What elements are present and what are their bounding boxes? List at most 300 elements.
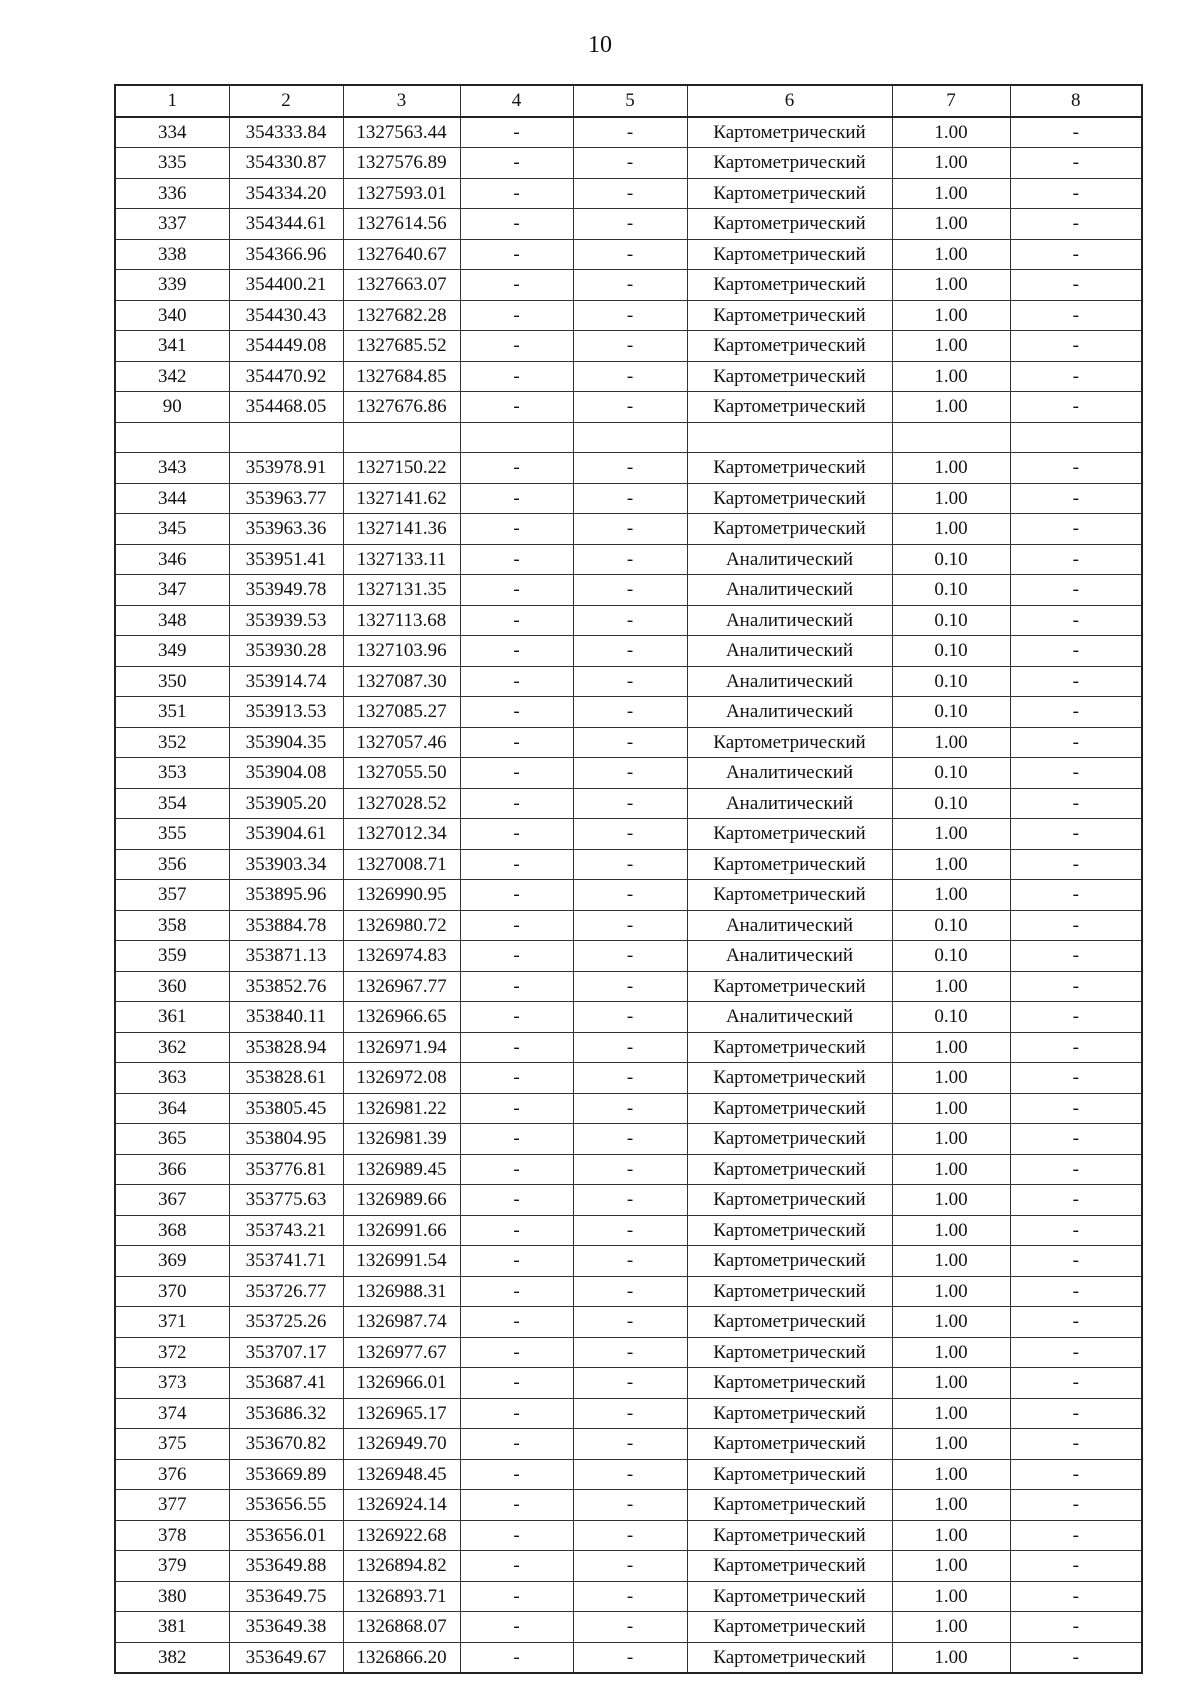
method-cell: Аналитический — [687, 605, 892, 636]
table-row — [115, 148, 1142, 179]
point-number-cell: 361 — [115, 1002, 229, 1033]
method-cell: Аналитический — [687, 697, 892, 728]
accuracy-cell: 1.00 — [892, 117, 1010, 148]
col8-cell: - — [1010, 1581, 1142, 1612]
x-coordinate-cell: 354430.43 — [229, 300, 343, 331]
x-coordinate-cell: 353930.28 — [229, 636, 343, 667]
col8-cell: - — [1010, 544, 1142, 575]
method-cell: Картометрический — [687, 1337, 892, 1368]
coordinates-table — [114, 84, 1143, 1674]
point-number-cell: 348 — [115, 605, 229, 636]
accuracy-cell — [892, 422, 1010, 453]
x-coordinate-cell: 353939.53 — [229, 605, 343, 636]
x-coordinate-cell: 353884.78 — [229, 910, 343, 941]
x-coordinate-cell: 353686.32 — [229, 1398, 343, 1429]
method-cell: Картометрический — [687, 392, 892, 423]
column-header: 6 — [687, 85, 892, 117]
table-row — [115, 758, 1142, 789]
col8-cell: - — [1010, 1551, 1142, 1582]
method-cell: Картометрический — [687, 1063, 892, 1094]
y-coordinate-cell: 1327103.96 — [343, 636, 460, 667]
method-cell: Картометрический — [687, 849, 892, 880]
col5-cell: - — [573, 971, 687, 1002]
accuracy-cell: 1.00 — [892, 1551, 1010, 1582]
col4-cell: - — [460, 1429, 573, 1460]
point-number-cell: 346 — [115, 544, 229, 575]
method-cell: Картометрический — [687, 727, 892, 758]
point-number-cell: 370 — [115, 1276, 229, 1307]
table-row — [115, 178, 1142, 209]
col4-cell: - — [460, 1520, 573, 1551]
table-row — [115, 453, 1142, 484]
col5-cell: - — [573, 1520, 687, 1551]
col5-cell: - — [573, 758, 687, 789]
table-row — [115, 788, 1142, 819]
table-row — [115, 819, 1142, 850]
point-number-cell: 354 — [115, 788, 229, 819]
accuracy-cell: 1.00 — [892, 1368, 1010, 1399]
y-coordinate-cell: 1327684.85 — [343, 361, 460, 392]
x-coordinate-cell: 354333.84 — [229, 117, 343, 148]
y-coordinate-cell: 1327593.01 — [343, 178, 460, 209]
col4-cell: - — [460, 1154, 573, 1185]
point-number-cell: 343 — [115, 453, 229, 484]
method-cell: Картометрический — [687, 1581, 892, 1612]
y-coordinate-cell: 1326922.68 — [343, 1520, 460, 1551]
col5-cell: - — [573, 1032, 687, 1063]
col8-cell: - — [1010, 1337, 1142, 1368]
col5-cell: - — [573, 1551, 687, 1582]
col8-cell: - — [1010, 1032, 1142, 1063]
table-row — [115, 1551, 1142, 1582]
col4-cell: - — [460, 1246, 573, 1277]
point-number-cell: 352 — [115, 727, 229, 758]
point-number-cell: 376 — [115, 1459, 229, 1490]
y-coordinate-cell: 1326949.70 — [343, 1429, 460, 1460]
point-number-cell: 377 — [115, 1490, 229, 1521]
table-row — [115, 300, 1142, 331]
col5-cell: - — [573, 178, 687, 209]
col4-cell: - — [460, 819, 573, 850]
point-number-cell: 345 — [115, 514, 229, 545]
point-number-cell: 351 — [115, 697, 229, 728]
y-coordinate-cell: 1327133.11 — [343, 544, 460, 575]
method-cell: Картометрический — [687, 1276, 892, 1307]
col4-cell: - — [460, 1185, 573, 1216]
accuracy-cell: 1.00 — [892, 849, 1010, 880]
col5-cell: - — [573, 453, 687, 484]
accuracy-cell: 0.10 — [892, 697, 1010, 728]
table-row — [115, 697, 1142, 728]
y-coordinate-cell: 1326977.67 — [343, 1337, 460, 1368]
col8-cell: - — [1010, 941, 1142, 972]
table-row — [115, 849, 1142, 880]
x-coordinate-cell: 353913.53 — [229, 697, 343, 728]
point-number-cell: 341 — [115, 331, 229, 362]
x-coordinate-cell: 353903.34 — [229, 849, 343, 880]
table-row — [115, 1581, 1142, 1612]
y-coordinate-cell: 1326967.77 — [343, 971, 460, 1002]
y-coordinate-cell: 1326980.72 — [343, 910, 460, 941]
point-number-cell: 362 — [115, 1032, 229, 1063]
point-number-cell: 353 — [115, 758, 229, 789]
x-coordinate-cell: 353963.77 — [229, 483, 343, 514]
table-row — [115, 575, 1142, 606]
column-header: 4 — [460, 85, 573, 117]
y-coordinate-cell: 1326924.14 — [343, 1490, 460, 1521]
col5-cell: - — [573, 148, 687, 179]
table-row — [115, 1368, 1142, 1399]
accuracy-cell: 1.00 — [892, 880, 1010, 911]
point-number-cell: 365 — [115, 1124, 229, 1155]
accuracy-cell: 1.00 — [892, 209, 1010, 240]
point-number-cell: 90 — [115, 392, 229, 423]
col5-cell: - — [573, 209, 687, 240]
col4-cell: - — [460, 1032, 573, 1063]
col5-cell: - — [573, 819, 687, 850]
accuracy-cell: 0.10 — [892, 941, 1010, 972]
col4-cell: - — [460, 1307, 573, 1338]
y-coordinate-cell: 1327055.50 — [343, 758, 460, 789]
x-coordinate-cell: 353743.21 — [229, 1215, 343, 1246]
col5-cell: - — [573, 1612, 687, 1643]
col8-cell: - — [1010, 1368, 1142, 1399]
method-cell: Аналитический — [687, 910, 892, 941]
col4-cell: - — [460, 1368, 573, 1399]
y-coordinate-cell: 1326966.01 — [343, 1368, 460, 1399]
accuracy-cell: 0.10 — [892, 910, 1010, 941]
y-coordinate-cell: 1326987.74 — [343, 1307, 460, 1338]
point-number-cell: 355 — [115, 819, 229, 850]
table-row — [115, 392, 1142, 423]
y-coordinate-cell: 1326965.17 — [343, 1398, 460, 1429]
x-coordinate-cell: 353656.55 — [229, 1490, 343, 1521]
accuracy-cell: 1.00 — [892, 1612, 1010, 1643]
accuracy-cell: 1.00 — [892, 1459, 1010, 1490]
y-coordinate-cell: 1326971.94 — [343, 1032, 460, 1063]
col4-cell: - — [460, 849, 573, 880]
col8-cell: - — [1010, 636, 1142, 667]
method-cell: Аналитический — [687, 544, 892, 575]
col5-cell: - — [573, 1581, 687, 1612]
point-number-cell: 344 — [115, 483, 229, 514]
table-row — [115, 1063, 1142, 1094]
method-cell: Картометрический — [687, 148, 892, 179]
col5-cell: - — [573, 331, 687, 362]
col8-cell: - — [1010, 1093, 1142, 1124]
method-cell: Картометрический — [687, 1551, 892, 1582]
table-row — [115, 1215, 1142, 1246]
accuracy-cell: 1.00 — [892, 483, 1010, 514]
col4-cell: - — [460, 666, 573, 697]
col8-cell: - — [1010, 1429, 1142, 1460]
method-cell: Картометрический — [687, 1612, 892, 1643]
x-coordinate-cell: 354344.61 — [229, 209, 343, 240]
col8-cell: - — [1010, 758, 1142, 789]
method-cell: Картометрический — [687, 300, 892, 331]
method-cell: Картометрический — [687, 209, 892, 240]
col4-cell: - — [460, 453, 573, 484]
col8-cell: - — [1010, 1612, 1142, 1643]
accuracy-cell: 1.00 — [892, 392, 1010, 423]
x-coordinate-cell: 353649.38 — [229, 1612, 343, 1643]
x-coordinate-cell: 353804.95 — [229, 1124, 343, 1155]
table-row — [115, 666, 1142, 697]
y-coordinate-cell: 1327663.07 — [343, 270, 460, 301]
table-body — [115, 117, 1142, 1674]
accuracy-cell: 0.10 — [892, 636, 1010, 667]
col4-cell: - — [460, 1002, 573, 1033]
col8-cell: - — [1010, 331, 1142, 362]
y-coordinate-cell: 1326989.45 — [343, 1154, 460, 1185]
method-cell: Картометрический — [687, 880, 892, 911]
x-coordinate-cell: 353949.78 — [229, 575, 343, 606]
col4-cell: - — [460, 1276, 573, 1307]
col4-cell: - — [460, 1063, 573, 1094]
method-cell: Картометрический — [687, 1215, 892, 1246]
accuracy-cell: 1.00 — [892, 1581, 1010, 1612]
col4-cell: - — [460, 1337, 573, 1368]
accuracy-cell: 0.10 — [892, 788, 1010, 819]
col8-cell: - — [1010, 666, 1142, 697]
col4-cell: - — [460, 1124, 573, 1155]
y-coordinate-cell: 1327012.34 — [343, 819, 460, 850]
method-cell — [687, 422, 892, 453]
method-cell: Картометрический — [687, 1307, 892, 1338]
y-coordinate-cell: 1326893.71 — [343, 1581, 460, 1612]
table-row — [115, 1093, 1142, 1124]
col4-cell — [460, 422, 573, 453]
method-cell: Картометрический — [687, 453, 892, 484]
col5-cell: - — [573, 1368, 687, 1399]
accuracy-cell: 1.00 — [892, 270, 1010, 301]
col4-cell: - — [460, 239, 573, 270]
table-row — [115, 941, 1142, 972]
table-row — [115, 605, 1142, 636]
y-coordinate-cell: 1327113.68 — [343, 605, 460, 636]
col4-cell: - — [460, 575, 573, 606]
col8-cell: - — [1010, 1124, 1142, 1155]
col5-cell: - — [573, 361, 687, 392]
x-coordinate-cell: 353914.74 — [229, 666, 343, 697]
col8-cell: - — [1010, 1307, 1142, 1338]
method-cell: Аналитический — [687, 758, 892, 789]
table-row — [115, 514, 1142, 545]
point-number-cell: 356 — [115, 849, 229, 880]
col8-cell: - — [1010, 1246, 1142, 1277]
y-coordinate-cell: 1327640.67 — [343, 239, 460, 270]
x-coordinate-cell: 353840.11 — [229, 1002, 343, 1033]
col5-cell: - — [573, 239, 687, 270]
page-number: 10 — [588, 32, 612, 58]
table-row — [115, 422, 1142, 453]
col4-cell: - — [460, 331, 573, 362]
accuracy-cell: 0.10 — [892, 605, 1010, 636]
col5-cell: - — [573, 697, 687, 728]
point-number-cell: 347 — [115, 575, 229, 606]
col8-cell: - — [1010, 1490, 1142, 1521]
col5-cell: - — [573, 1398, 687, 1429]
table-row — [115, 1642, 1142, 1673]
x-coordinate-cell: 354468.05 — [229, 392, 343, 423]
col8-cell: - — [1010, 1398, 1142, 1429]
accuracy-cell: 1.00 — [892, 1276, 1010, 1307]
col4-cell: - — [460, 605, 573, 636]
x-coordinate-cell: 353904.08 — [229, 758, 343, 789]
col4-cell: - — [460, 971, 573, 1002]
col5-cell: - — [573, 1307, 687, 1338]
point-number-cell: 367 — [115, 1185, 229, 1216]
y-coordinate-cell: 1326981.39 — [343, 1124, 460, 1155]
col8-cell: - — [1010, 483, 1142, 514]
point-number-cell: 363 — [115, 1063, 229, 1094]
point-number-cell: 357 — [115, 880, 229, 911]
y-coordinate-cell: 1327008.71 — [343, 849, 460, 880]
col8-cell: - — [1010, 148, 1142, 179]
accuracy-cell: 1.00 — [892, 1154, 1010, 1185]
method-cell: Картометрический — [687, 1093, 892, 1124]
y-coordinate-cell: 1327087.30 — [343, 666, 460, 697]
accuracy-cell: 1.00 — [892, 1490, 1010, 1521]
col4-cell: - — [460, 941, 573, 972]
x-coordinate-cell: 353741.71 — [229, 1246, 343, 1277]
y-coordinate-cell: 1327085.27 — [343, 697, 460, 728]
x-coordinate-cell: 353904.35 — [229, 727, 343, 758]
y-coordinate-cell: 1327057.46 — [343, 727, 460, 758]
method-cell: Аналитический — [687, 666, 892, 697]
accuracy-cell: 1.00 — [892, 1307, 1010, 1338]
y-coordinate-cell: 1326868.07 — [343, 1612, 460, 1643]
method-cell: Картометрический — [687, 1368, 892, 1399]
y-coordinate-cell: 1327676.86 — [343, 392, 460, 423]
accuracy-cell: 1.00 — [892, 239, 1010, 270]
col5-cell: - — [573, 514, 687, 545]
table-row — [115, 331, 1142, 362]
column-header: 3 — [343, 85, 460, 117]
accuracy-cell: 0.10 — [892, 758, 1010, 789]
x-coordinate-cell: 353951.41 — [229, 544, 343, 575]
accuracy-cell: 1.00 — [892, 1246, 1010, 1277]
x-coordinate-cell: 353776.81 — [229, 1154, 343, 1185]
col8-cell: - — [1010, 849, 1142, 880]
y-coordinate-cell: 1326894.82 — [343, 1551, 460, 1582]
y-coordinate-cell: 1326990.95 — [343, 880, 460, 911]
accuracy-cell: 1.00 — [892, 1063, 1010, 1094]
col8-cell: - — [1010, 1459, 1142, 1490]
table-row — [115, 910, 1142, 941]
method-cell: Картометрический — [687, 819, 892, 850]
col4-cell: - — [460, 1459, 573, 1490]
column-header: 7 — [892, 85, 1010, 117]
col5-cell: - — [573, 1124, 687, 1155]
point-number-cell: 378 — [115, 1520, 229, 1551]
y-coordinate-cell: 1327131.35 — [343, 575, 460, 606]
method-cell: Картометрический — [687, 117, 892, 148]
y-coordinate-cell: 1326948.45 — [343, 1459, 460, 1490]
column-header: 2 — [229, 85, 343, 117]
method-cell: Картометрический — [687, 1154, 892, 1185]
y-coordinate-cell: 1326991.66 — [343, 1215, 460, 1246]
point-number-cell: 338 — [115, 239, 229, 270]
method-cell: Картометрический — [687, 1124, 892, 1155]
table-row — [115, 544, 1142, 575]
accuracy-cell: 1.00 — [892, 1642, 1010, 1673]
table-row — [115, 727, 1142, 758]
table-row — [115, 270, 1142, 301]
col5-cell: - — [573, 392, 687, 423]
col5-cell: - — [573, 1002, 687, 1033]
x-coordinate-cell: 353978.91 — [229, 453, 343, 484]
table-row — [115, 1398, 1142, 1429]
method-cell: Аналитический — [687, 636, 892, 667]
method-cell: Картометрический — [687, 971, 892, 1002]
point-number-cell: 382 — [115, 1642, 229, 1673]
point-number-cell: 334 — [115, 117, 229, 148]
col5-cell: - — [573, 1154, 687, 1185]
method-cell: Картометрический — [687, 1459, 892, 1490]
col8-cell: - — [1010, 819, 1142, 850]
y-coordinate-cell: 1326974.83 — [343, 941, 460, 972]
table-row — [115, 636, 1142, 667]
y-coordinate-cell: 1327150.22 — [343, 453, 460, 484]
y-coordinate-cell: 1326966.65 — [343, 1002, 460, 1033]
col8-cell: - — [1010, 605, 1142, 636]
col5-cell: - — [573, 636, 687, 667]
point-number-cell: 369 — [115, 1246, 229, 1277]
point-number-cell: 349 — [115, 636, 229, 667]
table-row — [115, 1337, 1142, 1368]
col5-cell: - — [573, 1337, 687, 1368]
method-cell: Картометрический — [687, 239, 892, 270]
method-cell: Аналитический — [687, 575, 892, 606]
table-row — [115, 1276, 1142, 1307]
col8-cell: - — [1010, 1063, 1142, 1094]
accuracy-cell: 1.00 — [892, 727, 1010, 758]
table-row — [115, 483, 1142, 514]
col4-cell: - — [460, 1642, 573, 1673]
col8-cell: - — [1010, 453, 1142, 484]
col4-cell: - — [460, 1490, 573, 1521]
method-cell: Картометрический — [687, 514, 892, 545]
table-row — [115, 1490, 1142, 1521]
y-coordinate-cell: 1327576.89 — [343, 148, 460, 179]
y-coordinate-cell: 1326989.66 — [343, 1185, 460, 1216]
col5-cell: - — [573, 1459, 687, 1490]
col8-cell: - — [1010, 575, 1142, 606]
col5-cell: - — [573, 270, 687, 301]
point-number-cell: 340 — [115, 300, 229, 331]
x-coordinate-cell: 353649.75 — [229, 1581, 343, 1612]
y-coordinate-cell: 1327563.44 — [343, 117, 460, 148]
x-coordinate-cell: 353905.20 — [229, 788, 343, 819]
table-header-row — [115, 85, 1142, 117]
x-coordinate-cell: 353670.82 — [229, 1429, 343, 1460]
x-coordinate-cell: 353649.88 — [229, 1551, 343, 1582]
col8-cell: - — [1010, 270, 1142, 301]
y-coordinate-cell — [343, 422, 460, 453]
y-coordinate-cell: 1327141.62 — [343, 483, 460, 514]
col8-cell: - — [1010, 910, 1142, 941]
method-cell: Картометрический — [687, 1429, 892, 1460]
x-coordinate-cell: 353963.36 — [229, 514, 343, 545]
point-number-cell: 335 — [115, 148, 229, 179]
col4-cell: - — [460, 1581, 573, 1612]
col4-cell: - — [460, 270, 573, 301]
x-coordinate-cell: 353725.26 — [229, 1307, 343, 1338]
x-coordinate-cell: 353669.89 — [229, 1459, 343, 1490]
table-row — [115, 361, 1142, 392]
method-cell: Картометрический — [687, 1032, 892, 1063]
